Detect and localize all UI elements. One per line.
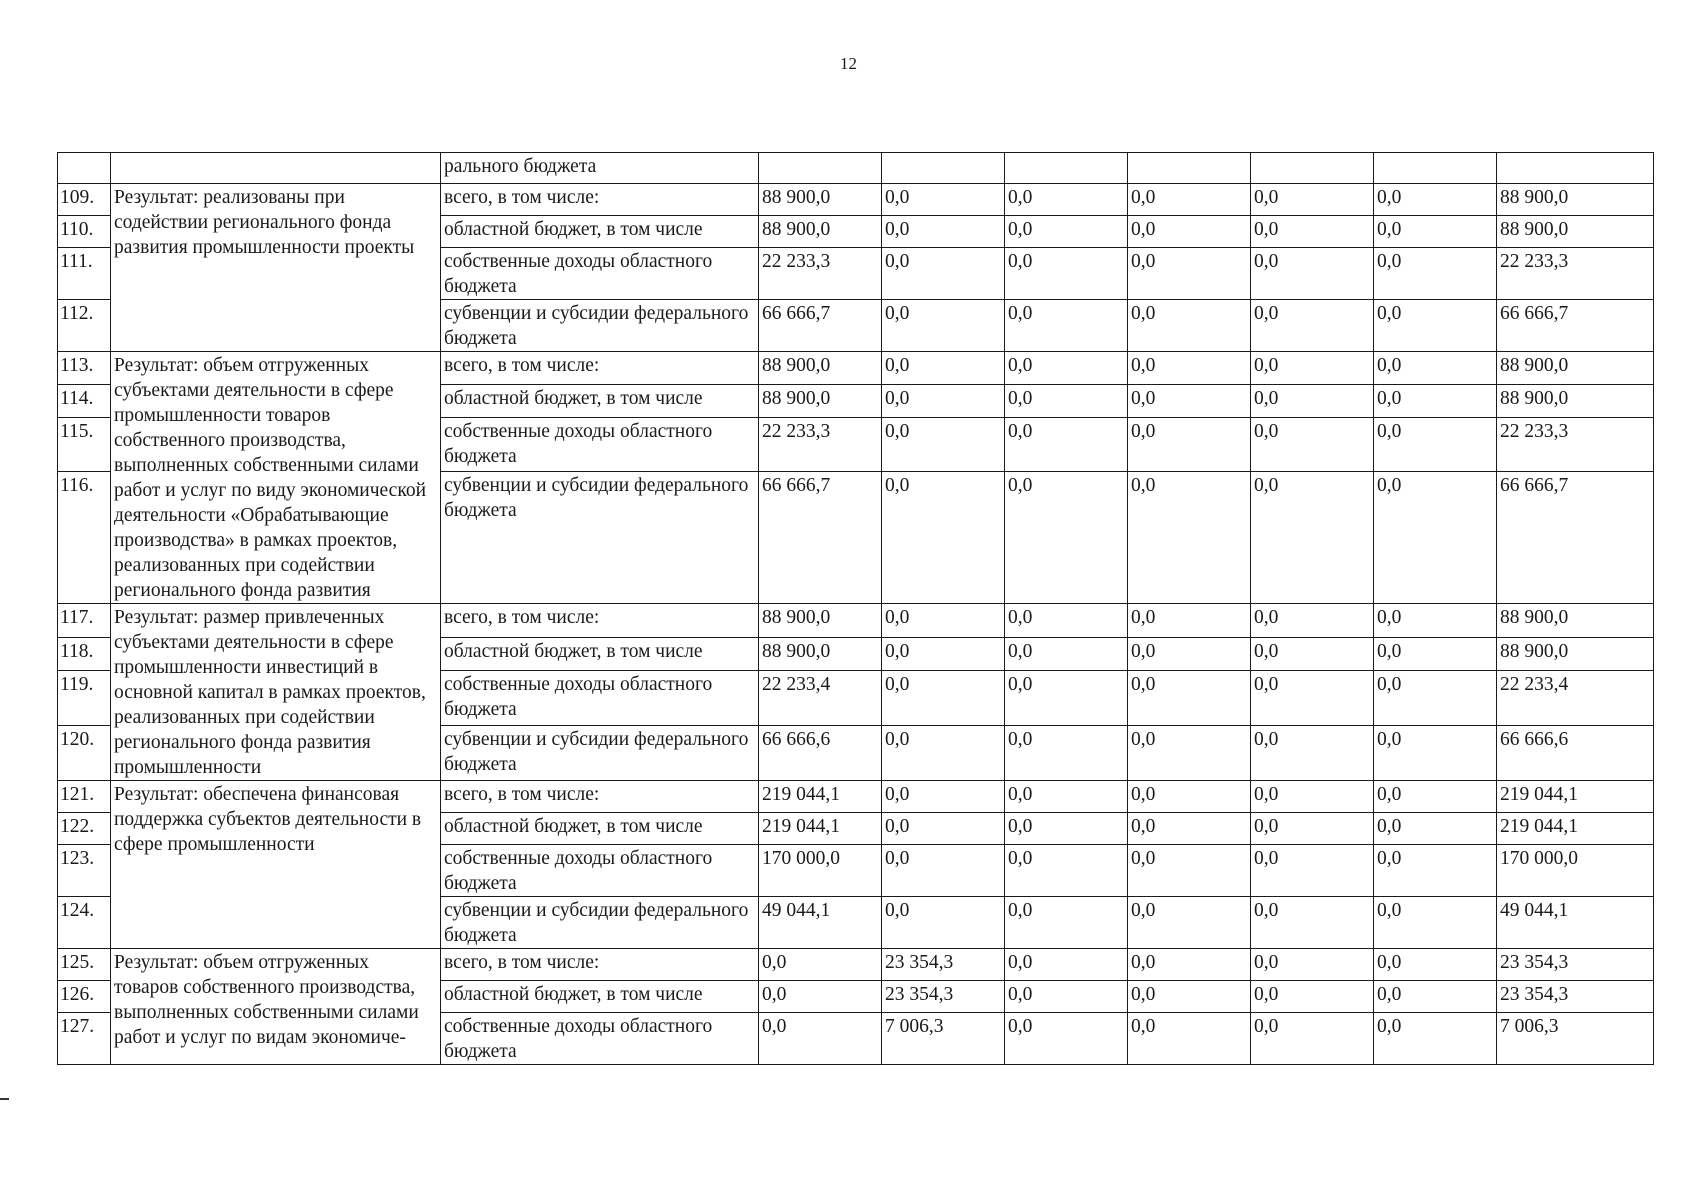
- row-number: 116.: [58, 471, 111, 603]
- row-number: 118.: [58, 637, 111, 671]
- row-number: 110.: [58, 216, 111, 248]
- row-number: [58, 153, 111, 184]
- value-cell: 88 900,0: [759, 352, 882, 385]
- source-cell: всего, в том числе:: [441, 781, 759, 813]
- value-cell: 88 900,0: [1497, 216, 1654, 248]
- value-cell: 22 233,3: [759, 418, 882, 472]
- value-cell: 0,0: [1128, 216, 1251, 248]
- value-cell: 0,0: [882, 471, 1005, 603]
- value-cell: 0,0: [1251, 248, 1374, 300]
- value-cell: 0,0: [1374, 471, 1497, 603]
- value-cell: 0,0: [1005, 184, 1128, 216]
- result-cell: [111, 153, 441, 184]
- source-cell: областной бюджет, в том числе: [441, 385, 759, 418]
- value-cell: 0,0: [1005, 671, 1128, 726]
- source-cell: всего, в том числе:: [441, 949, 759, 981]
- row-number: 120.: [58, 726, 111, 781]
- value-cell: 0,0: [1251, 781, 1374, 813]
- value-cell: 0,0: [882, 184, 1005, 216]
- value-cell: 0,0: [882, 604, 1005, 638]
- value-cell: 0,0: [1128, 637, 1251, 671]
- value-cell: 0,0: [1005, 604, 1128, 638]
- value-cell: 0,0: [1374, 418, 1497, 472]
- value-cell: [1251, 153, 1374, 184]
- result-cell: Результат: обеспечена финансовая поддержка субъектов деятельности в сфере промышленности: [111, 781, 441, 949]
- value-cell: 23 354,3: [1497, 949, 1654, 981]
- value-cell: 0,0: [1251, 981, 1374, 1013]
- value-cell: 219 044,1: [1497, 781, 1654, 813]
- value-cell: 0,0: [1005, 216, 1128, 248]
- value-cell: 66 666,7: [759, 471, 882, 603]
- value-cell: 0,0: [1128, 604, 1251, 638]
- value-cell: 0,0: [882, 726, 1005, 781]
- value-cell: 219 044,1: [1497, 813, 1654, 845]
- source-cell: всего, в том числе:: [441, 184, 759, 216]
- value-cell: 0,0: [1374, 671, 1497, 726]
- value-cell: 88 900,0: [1497, 637, 1654, 671]
- value-cell: 0,0: [1251, 385, 1374, 418]
- value-cell: 0,0: [1374, 248, 1497, 300]
- row-number: 123.: [58, 845, 111, 897]
- value-cell: 0,0: [1128, 248, 1251, 300]
- value-cell: 0,0: [1374, 1013, 1497, 1065]
- value-cell: 66 666,6: [1497, 726, 1654, 781]
- value-cell: 0,0: [882, 897, 1005, 949]
- source-cell: субвенции и субсидии федерального бюджета: [441, 897, 759, 949]
- value-cell: 0,0: [1005, 352, 1128, 385]
- value-cell: 88 900,0: [759, 216, 882, 248]
- value-cell: 0,0: [1374, 385, 1497, 418]
- value-cell: 66 666,7: [1497, 300, 1654, 352]
- value-cell: 7 006,3: [1497, 1013, 1654, 1065]
- row-number: 117.: [58, 604, 111, 638]
- value-cell: 0,0: [1005, 726, 1128, 781]
- value-cell: 0,0: [1128, 352, 1251, 385]
- value-cell: 0,0: [1128, 385, 1251, 418]
- value-cell: 88 900,0: [1497, 184, 1654, 216]
- value-cell: 0,0: [1374, 897, 1497, 949]
- value-cell: 0,0: [1005, 300, 1128, 352]
- value-cell: [1128, 153, 1251, 184]
- value-cell: 0,0: [1005, 637, 1128, 671]
- carry-over-row: [58, 153, 1654, 184]
- value-cell: 0,0: [882, 300, 1005, 352]
- value-cell: 22 233,3: [1497, 248, 1654, 300]
- value-cell: 0,0: [1374, 184, 1497, 216]
- value-cell: 0,0: [1374, 637, 1497, 671]
- value-cell: 0,0: [1374, 300, 1497, 352]
- value-cell: 0,0: [882, 813, 1005, 845]
- value-cell: 219 044,1: [759, 781, 882, 813]
- source-cell: собственные доходы областного бюджета: [441, 845, 759, 897]
- value-cell: 22 233,4: [1497, 671, 1654, 726]
- value-cell: 22 233,3: [759, 248, 882, 300]
- value-cell: 0,0: [1251, 184, 1374, 216]
- value-cell: 0,0: [759, 949, 882, 981]
- row-number: 119.: [58, 671, 111, 726]
- margin-mark: [0, 1098, 9, 1100]
- value-cell: 88 900,0: [1497, 352, 1654, 385]
- row-number: 127.: [58, 1013, 111, 1065]
- page-number: 12: [840, 54, 857, 73]
- value-cell: 0,0: [882, 845, 1005, 897]
- value-cell: 0,0: [1251, 637, 1374, 671]
- source-cell: областной бюджет, в том числе: [441, 813, 759, 845]
- value-cell: 0,0: [1251, 604, 1374, 638]
- result-cell: Результат: объем отгруженных товаров собственного производства, выполненных собственными силами работ и услуг по видам экономиче-: [111, 949, 441, 1065]
- value-cell: 7 006,3: [882, 1013, 1005, 1065]
- value-cell: 23 354,3: [1497, 981, 1654, 1013]
- value-cell: [882, 153, 1005, 184]
- table-row: [58, 781, 1654, 813]
- value-cell: 170 000,0: [1497, 845, 1654, 897]
- value-cell: 0,0: [1128, 845, 1251, 897]
- value-cell: 0,0: [1005, 418, 1128, 472]
- value-cell: 0,0: [1374, 845, 1497, 897]
- value-cell: 0,0: [1128, 300, 1251, 352]
- value-cell: 0,0: [1128, 949, 1251, 981]
- source-cell: субвенции и субсидии федерального бюджета: [441, 300, 759, 352]
- value-cell: 0,0: [1005, 248, 1128, 300]
- value-cell: 0,0: [882, 216, 1005, 248]
- value-cell: 0,0: [1251, 813, 1374, 845]
- value-cell: 0,0: [1128, 184, 1251, 216]
- value-cell: 0,0: [1251, 471, 1374, 603]
- value-cell: 0,0: [1128, 813, 1251, 845]
- value-cell: 23 354,3: [882, 981, 1005, 1013]
- value-cell: 0,0: [1005, 471, 1128, 603]
- value-cell: 0,0: [1251, 726, 1374, 781]
- value-cell: 0,0: [1374, 949, 1497, 981]
- table-row: [58, 604, 1654, 638]
- value-cell: 0,0: [1374, 216, 1497, 248]
- value-cell: 0,0: [1128, 781, 1251, 813]
- source-cell: собственные доходы областного бюджета: [441, 671, 759, 726]
- value-cell: 0,0: [882, 671, 1005, 726]
- value-cell: 0,0: [882, 781, 1005, 813]
- row-number: 126.: [58, 981, 111, 1013]
- value-cell: 0,0: [1251, 418, 1374, 472]
- value-cell: 0,0: [1374, 726, 1497, 781]
- table-row: [58, 184, 1654, 216]
- value-cell: 0,0: [1128, 897, 1251, 949]
- source-cell: субвенции и субсидии федерального бюджета: [441, 726, 759, 781]
- row-number: 124.: [58, 897, 111, 949]
- value-cell: 88 900,0: [1497, 604, 1654, 638]
- value-cell: 0,0: [1374, 604, 1497, 638]
- value-cell: 88 900,0: [1497, 385, 1654, 418]
- value-cell: 0,0: [882, 418, 1005, 472]
- value-cell: [759, 153, 882, 184]
- value-cell: 22 233,4: [759, 671, 882, 726]
- value-cell: 0,0: [1251, 949, 1374, 981]
- value-cell: 0,0: [1128, 471, 1251, 603]
- result-cell: Результат: объем отгруженных субъектами деятельности в сфере промышленности товаров собственного производства, выполненных собственными силами работ и услуг по виду экономической деятельности «Обрабатывающие производства» в рамках проектов, реализованных при содействии регионального фонда развития: [111, 352, 441, 604]
- value-cell: 66 666,7: [1497, 471, 1654, 603]
- budget-table: [57, 152, 1654, 1065]
- source-cell: всего, в том числе:: [441, 604, 759, 638]
- value-cell: 66 666,7: [759, 300, 882, 352]
- source-cell: субвенции и субсидии федерального бюджета: [441, 471, 759, 603]
- source-cell: всего, в том числе:: [441, 352, 759, 385]
- value-cell: 22 233,3: [1497, 418, 1654, 472]
- row-number: 121.: [58, 781, 111, 813]
- source-cell: рального бюджета: [441, 153, 759, 184]
- value-cell: 0,0: [1128, 1013, 1251, 1065]
- value-cell: 88 900,0: [759, 604, 882, 638]
- value-cell: 0,0: [1005, 897, 1128, 949]
- value-cell: 0,0: [1005, 781, 1128, 813]
- value-cell: 0,0: [1005, 813, 1128, 845]
- value-cell: 0,0: [882, 385, 1005, 418]
- value-cell: 88 900,0: [759, 637, 882, 671]
- source-cell: областной бюджет, в том числе: [441, 216, 759, 248]
- source-cell: областной бюджет, в том числе: [441, 637, 759, 671]
- value-cell: 0,0: [1005, 385, 1128, 418]
- row-number: 109.: [58, 184, 111, 216]
- result-cell: Результат: реализованы при содействии регионального фонда развития промышленности проекты: [111, 184, 441, 352]
- source-cell: собственные доходы областного бюджета: [441, 248, 759, 300]
- value-cell: 0,0: [1128, 671, 1251, 726]
- value-cell: 49 044,1: [759, 897, 882, 949]
- value-cell: [1497, 153, 1654, 184]
- value-cell: 88 900,0: [759, 385, 882, 418]
- value-cell: 66 666,6: [759, 726, 882, 781]
- source-cell: собственные доходы областного бюджета: [441, 1013, 759, 1065]
- value-cell: 0,0: [1005, 1013, 1128, 1065]
- row-number: 114.: [58, 385, 111, 418]
- value-cell: 88 900,0: [759, 184, 882, 216]
- value-cell: 0,0: [1251, 216, 1374, 248]
- value-cell: 0,0: [1251, 845, 1374, 897]
- value-cell: 0,0: [1128, 726, 1251, 781]
- value-cell: 0,0: [1251, 352, 1374, 385]
- row-number: 112.: [58, 300, 111, 352]
- value-cell: 0,0: [1128, 981, 1251, 1013]
- value-cell: 0,0: [1251, 897, 1374, 949]
- value-cell: 23 354,3: [882, 949, 1005, 981]
- table-row: [58, 949, 1654, 981]
- value-cell: 0,0: [1251, 300, 1374, 352]
- value-cell: 0,0: [882, 352, 1005, 385]
- row-number: 115.: [58, 418, 111, 472]
- value-cell: 0,0: [1374, 813, 1497, 845]
- value-cell: 0,0: [1128, 418, 1251, 472]
- value-cell: 0,0: [1005, 981, 1128, 1013]
- table-row: [58, 352, 1654, 385]
- value-cell: 170 000,0: [759, 845, 882, 897]
- value-cell: [1005, 153, 1128, 184]
- row-number: 122.: [58, 813, 111, 845]
- value-cell: 0,0: [1005, 845, 1128, 897]
- value-cell: 0,0: [759, 981, 882, 1013]
- result-cell: Результат: размер привлеченных субъектами деятельности в сфере промышленности инвестиций в основной капитал в рамках проектов, реализованных при содействии регионального фонда развития промышленности: [111, 604, 441, 781]
- value-cell: [1374, 153, 1497, 184]
- value-cell: 0,0: [882, 248, 1005, 300]
- value-cell: 219 044,1: [759, 813, 882, 845]
- row-number: 125.: [58, 949, 111, 981]
- value-cell: 0,0: [759, 1013, 882, 1065]
- value-cell: 49 044,1: [1497, 897, 1654, 949]
- value-cell: 0,0: [1251, 1013, 1374, 1065]
- source-cell: областной бюджет, в том числе: [441, 981, 759, 1013]
- value-cell: 0,0: [1374, 981, 1497, 1013]
- value-cell: 0,0: [1251, 671, 1374, 726]
- value-cell: 0,0: [1005, 949, 1128, 981]
- row-number: 113.: [58, 352, 111, 385]
- value-cell: 0,0: [1374, 781, 1497, 813]
- source-cell: собственные доходы областного бюджета: [441, 418, 759, 472]
- row-number: 111.: [58, 248, 111, 300]
- value-cell: 0,0: [1374, 352, 1497, 385]
- value-cell: 0,0: [882, 637, 1005, 671]
